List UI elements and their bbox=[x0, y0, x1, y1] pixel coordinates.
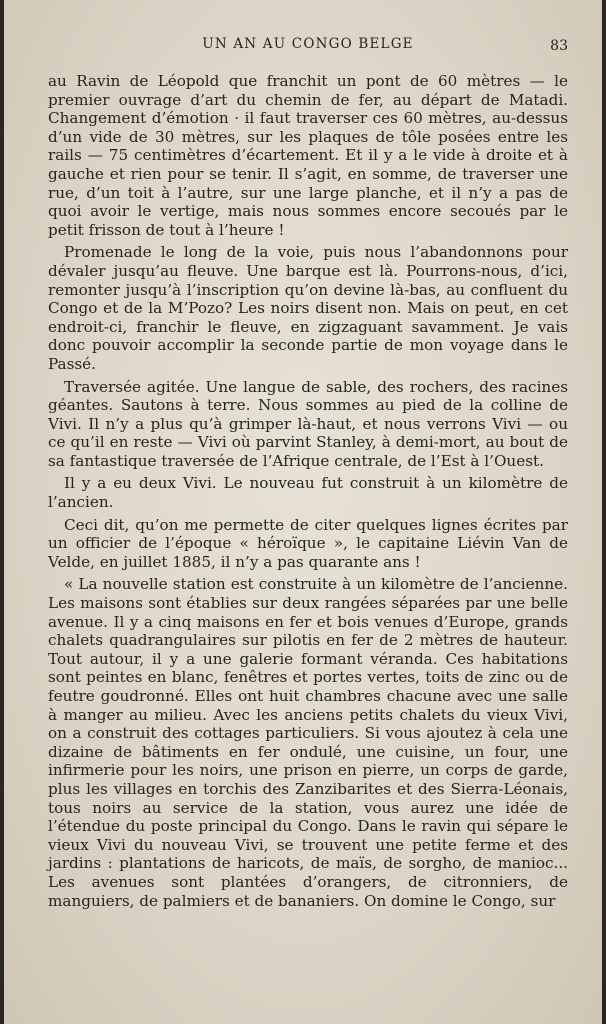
paragraph: Promenade le long de la voie, puis nous l’abandonnons pour dévaler jusqu’au fleuve. Une barque est là. Pourrons-nous, d’ici, remonter jusqu’à l’inscription qu’on devine là-bas, au confluent du Congo et de la M’Pozo? Les noirs disent non. Mais on peut, en cet endroit-ci, franchir le fleuve, en zigzaguant savamment. Je vais donc pouvoir accomplir la seconde partie de mon voyage dans le Passé. bbox=[48, 243, 568, 373]
page-header bbox=[48, 36, 568, 64]
paragraph: « La nouvelle station est construite à un kilomètre de l’ancienne. Les maisons sont établies sur deux rangées séparées par une belle avenue. Il y a cinq maisons en fer et bois venues d’Europe, grands chalets quadrangulaires sur pilotis en fer de 2 mètres de hauteur. Tout autour, il y a une galerie formant véranda. Ces habitations sont peintes en blanc, fenêtres et portes vertes, toits de zinc ou de feutre goudronné. Elles ont huit chambres chacune avec une salle à manger au milieu. Avec les anciens petits chalets du vieux Vivi, on a construit des cottages particuliers. Si vous ajoutez à cela une dizaine de bâtiments en fer ondulé, une cuisine, un four, une infirmerie pour les noirs, une prison en pierre, un corps de garde, plus les villages en torchis des Zanzibarites et des Sierra-Léonais, tous noirs au service de la station, vous aurez une idée de l’étendue du poste principal du Congo. Dans le ravin qui sépare le vieux Vivi du nouveau Vivi, se trouvent une petite ferme et des jardins : plantations de haricots, de maïs, de sorgho, de manioc... Les avenues sont plantées d’orangers, de citronniers, de manguiers, de palmiers et de bananiers. On domine le Congo, sur bbox=[48, 575, 568, 910]
paragraph: Il y a eu deux Vivi. Le nouveau fut construit à un kilomètre de l’ancien. bbox=[48, 474, 568, 512]
body-text bbox=[48, 72, 568, 910]
paragraph: Traversée agitée. Une langue de sable, des rochers, des racines géantes. Sautons à terre. Nous sommes au pied de la colline de Vivi. Il n’y a plus qu’à grimper là-haut, et nous verrons Vivi — ou ce qu’il en reste — Vivi où parvint Stanley, à demi-mort, au bout de sa fantastique traversée de l’Afrique centrale, de l’Est à l’Ouest. bbox=[48, 377, 568, 470]
page-number: 83 bbox=[550, 38, 568, 54]
paragraph: au Ravin de Léopold que franchit un pont de 60 mètres — le premier ouvrage d’art du chemin de fer, au départ de Matadi. Changement d’émotion · il faut traverser ces 60 mètres, au-dessus d’un vide de 30 mètres, sur les plaques de tôle posées entre les rails — 75 centimètres d’écartement. Et il y a le vide à droite et à gauche et rien pour se tenir. Il s’agit, en somme, de traverser une rue, d’un toit à l’autre, sur une large planche, et il n’y a pas de quoi avoir le vertige, mais nous sommes encore secoués par le petit frisson de tout à l’heure ! bbox=[48, 72, 568, 239]
running-head: UN AN AU CONGO BELGE bbox=[202, 36, 414, 52]
paragraph: Ceci dit, qu’on me permette de citer quelques lignes écrites par un officier de l’époque « héroïque », le capitaine Liévin Van de Velde, en juillet 1885, il n’y a pas quarante ans ! bbox=[48, 515, 568, 571]
book-page bbox=[4, 0, 602, 1024]
